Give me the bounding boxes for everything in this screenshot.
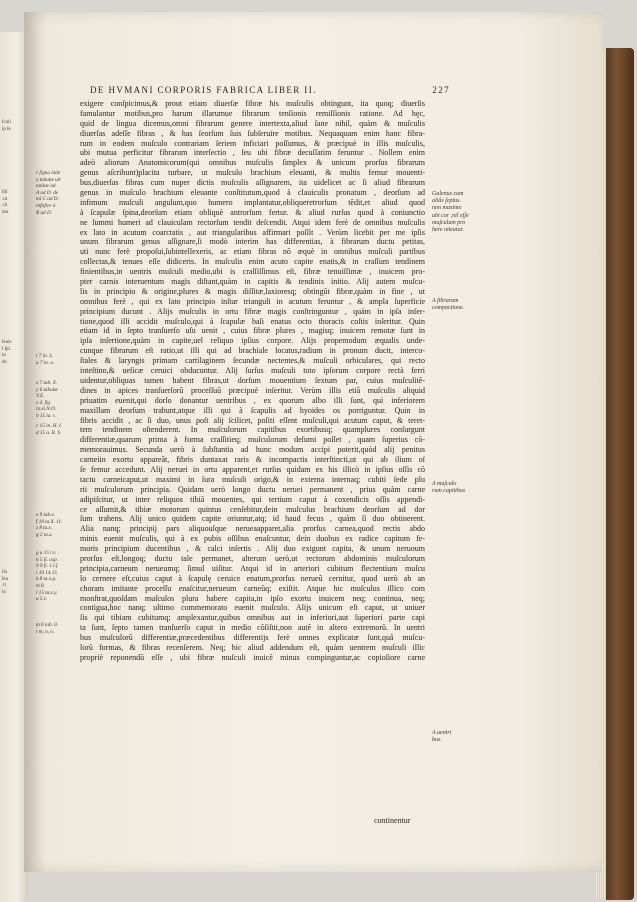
text-line: genus in muſculo brachium eleuante conſtitutum,quod à clauiculis pronatum , deorſum ad	[80, 188, 425, 198]
left-page-text-fragment: ila ſeu .ti io	[2, 570, 9, 595]
text-line: principium ducunt . Alijs muſculis in ortu fibræ magis conſtringuntur , quàm in ipſa inſer-	[80, 306, 425, 316]
folio-number: 227	[432, 85, 450, 95]
left-margin-note: g u 15 t.v. h 5 ſi. cap. 9 9 ſi. 1.l.ſ. i 10 14.15 k 8 ta.x.g. m 8. l 15 ta.x.y. u 5.v.	[36, 550, 59, 603]
text-line: genus aſcribunt)placita turbare, ut muſculo brachium eleuanti, & multis femur mouenti-	[80, 168, 425, 178]
left-margin-note: c 15 in. H. I. d 15 a. R. S.	[36, 423, 63, 436]
text-line: prorſus eſt,longoq; ductu tale permanet, alterum uerò,ut rectorum abdominis muſculorum	[80, 553, 425, 563]
text-line: etiam id in ſepto tranſuerſo uſu uenit , cuius fibræ plures , magisq; inuicem remotæ ſunt in	[80, 326, 425, 336]
left-page-text-fragment: ſeuis l ſpi io de	[2, 340, 12, 365]
text-line: adeò aliorum Anatomicorum(qui omnibus muſculis ſimplex & unicum prorſus fibrarum	[80, 158, 425, 168]
text-line: principia,carneum nerueumq; ſimul uiſitur. Atqui id in arteriori cubitum flectentium muſcu	[80, 563, 425, 573]
text-line: tactu carneicaput,ut maximi in ſura muſculi origo,& in externa internaq; cubiti ſede plu	[80, 474, 425, 484]
catchword: continentur	[374, 816, 411, 825]
text-line: rum in eodem muſculo contrariam ſeriem inficiari poſſumus, & præcipuè in illis muſculis,	[80, 138, 425, 148]
text-line: cunque fibrarum eſt ratio,ut illi qui ad brachiale locatus,radium in pronum ducit, interco-	[80, 346, 425, 356]
running-head-title: DE HVMANI CORPORIS FABRICA LIBER II.	[90, 85, 317, 95]
text-line: lis in principio & origine,plures & magis diſſitæ,laxioresq; obtingũt fibræ,quàm in fine , ut	[80, 286, 425, 296]
right-margin-note: Galenus cum aliâs ſeptus. non maximo ubi cor ,nil eſſe muſculum pro here niteatur.	[432, 191, 469, 234]
text-line: ſe femur accedunt. Alij neruei in ortu apparent,et rurſus quidam ex his illicò in ipſius oſſis cõ	[80, 464, 425, 474]
text-line: lorũ formas, & fibras recenſerem. Neq; hic aliud addendum eſt, quàm uentrem muſculi illic	[80, 642, 425, 652]
text-line: ſis qui tibiam cubitumq; amplexantur,quibus omnibus aut in inferiori,aut ſuperiori parte capi	[80, 613, 425, 623]
right-margin-note: A muſculo rum capitibus	[432, 481, 466, 495]
text-line: fibris accidit , ac ſi duo, unus poſt alij ſcilicet, poſiti eſſent muſculi,qui acutum caput, & teret-	[80, 415, 425, 425]
text-line: tem tendinem oſtenderent. In muſculorum capitibus exortibusq; quamplures conſurgunt	[80, 425, 425, 435]
text-line: ſum trahens. Alij unico quidem capite oriuntur,atq; id haud fecus , quàm ſi duo obtinerent.	[80, 514, 425, 524]
text-line: tione,quod illi accidit muſculo,qui à ſcapulæ baſi enatus octo thoracis coſtis inſeritur. Quin	[80, 316, 425, 326]
text-line: finientibus,in uentris muſculi medio,ubi is craſſiſſimus eſt, fibræ tenuiſſimæ , inuicem pro-	[80, 267, 425, 277]
text-line: quid de lingua dicemus,omni fibrarum genere intertexta,aliud ſane nihil, quàm & muſculis	[80, 118, 425, 128]
text-line: ta ſunt, ſepto tamen tranſuerſo caput in medio cõſiſtit,non autẽ in altero extremorũ. In uentri	[80, 623, 425, 633]
book-cover	[606, 48, 634, 900]
text-line: differentiæ,quarum prima à forma craſſitieq; muſculorum deſumi poſſet , quam ſuperius cõ-	[80, 435, 425, 445]
text-line: minis euenit muſculis, qui à ex pubis oſſibus enaſcuntur, dein duobus ex radice capitum fe-	[80, 534, 425, 544]
text-line: ce aſſumit,& tibiæ motorum quintus cenſebitur,dein muſculus brachium deorſum ad dor	[80, 504, 425, 514]
text-line: ex lato in acutum coarctatis , aut triangularibus affirmari poſſit . Verùm licebit per me ipſis	[80, 227, 425, 237]
text-line: bus,diuerſas fibras cum nuper dictis muſculis aſſignarem, ita uidelicet ac ſi aliud fibrarum	[80, 178, 425, 188]
left-margin-note: t 7 in. L. u 7 in. o.	[36, 353, 55, 366]
text-line: ne ſummi humeri ad clauiculam rectorſum tendit deſcendit. Atqui idem ferè de omnibus muſculis	[80, 217, 425, 227]
text-line: ſtales & laryngis primam cartilaginem ſecundæ nectentes,& muſculi orbiculares, qui recto	[80, 356, 425, 366]
text-line: diuerſas adeſſe fibras , & has ſeorſum ſuis ſubſeruire motibus. Nequaquam enim hanc fibra-	[80, 128, 425, 138]
text-line: inteſtino,& ueſicæ ceruici obducuntur. Alij ſurſus muſculi toto ipſorum corpore rectà ferri	[80, 366, 425, 376]
text-line: Alia nanq; principij pars aliquouſque nerueaapparet,alia prorſus carnea,quod rectis abdo	[80, 524, 425, 534]
text-line: adipiſcitur, ut inter reliquos tibiã mouentes, qui tertium caput à coxendicis oſſis appendi-	[80, 494, 425, 504]
left-margin-note: x 7 tab. X. y 6 tabulæ V.X. z 4. ſig. ta.xi.N.O. b 15 ta. r.	[36, 380, 58, 419]
text-line: dines in apices tranſuerſorũ proceſſuũ præcipuè inſeritur. Verùm illis etiã muſculis aliquid	[80, 385, 425, 395]
text-line: carneiin exortu appareãt, fibris duntaxat raris & incompactis interſtincti,ut qui ab ilium oſ	[80, 455, 425, 465]
left-margin-note: r ſigna inde x tabulæ uir notiae ad A ad D. de mi C ad D. inſtiſter à B ad D.	[36, 170, 62, 216]
text-line: moris principium ducentibus , & calci inſertis . Alij duo exigunt capita, & unum neruoum	[80, 544, 425, 554]
text-line: rii muſculorum principia. Quidam uerò longo ductu neruei permanent , prius quàm carne	[80, 484, 425, 494]
text-line: ipſa inſertione,quàm in capite,uel reliquo ipſius corpore. Alijs propemodum æqualis unde-	[80, 336, 425, 346]
left-page-text-fragment: ſcuii ip ſe	[2, 120, 11, 132]
text-line: bus muſculorũ differentiæ,præcedentibus differentijs ferè omnes explicatæ ſunt,quã muſcu-	[80, 633, 425, 643]
text-line: pter carnis interuentum magis diſtant,quàm in capitis & tendinis initio. Alij autem muſcu-	[80, 277, 425, 287]
text-line: memorauimus. Secunda uerò à ſubſtantia ad hunc modum accipi poterit,quòd alij penitus	[80, 445, 425, 455]
text-line: famulantur motibus,pro harum illarumue fibrarum tenſionis remiſſionis ratione. Ad hęc,	[80, 108, 425, 118]
text-line: uti nunc ferè propoſui,ſubintellexeris, ac etiam fibras nõ æquè in omnibus muſculi partibus	[80, 247, 425, 257]
text-line: ubi mutua perficitur fibrarum interſectio , ſeu ubi fibræ decuſſatim feruntur . Nollem enim	[80, 148, 425, 158]
text-line: exigere conſpicimus,& prout etiam diuerſæ fibræ his muſculis obtingunt, ita quoq; diuerſis	[80, 99, 425, 108]
text-line: propriè reponendũ eſſe , ubi fibræ muſculi inuicẽ minus compinguntur,ac copioſiore carne	[80, 652, 425, 662]
text-line: monſtrat,quoſdam muſculos plura habere capita,in ipſo exortu inuicem neq; continua, neq;	[80, 593, 425, 603]
main-text-block	[80, 99, 425, 663]
text-line: maxillam deorſum trahunt,atque illi qui à ſcapulis ad hyoides os porriguntur. Quin in	[80, 405, 425, 415]
running-header	[90, 85, 450, 95]
text-line: collectas,& tenues eſſe didiceris. In muſculis enim acuto capite enatis,& in craſſum tendinem	[80, 257, 425, 267]
text-line: infimum muſculi angulum,quo humero implantatur,obliqueretrorſum tẽdit,et aliud quod	[80, 197, 425, 207]
right-margin-note: A uentri bus.	[432, 730, 452, 744]
left-margin-note: e 9 tab.x. f 10 ta.X. 11. z 8 ta.x. g 2 ta.x.	[36, 512, 63, 538]
text-line: omnibus ferè , qui ex lato principio inſtar trianguli in acutum feruntur , & ampla ſuperficie	[80, 296, 425, 306]
right-margin-note: A fibrarum compactione.	[432, 298, 465, 312]
text-line: à ſcapulæ ſpina,deorſum etiam obliquè antrorſum fertur. & aliud rurſus quod à coniunctio	[80, 207, 425, 217]
text-line: contigua,hoc nanq; ultimo commemorato euenit muſculo. Alijs unicum eſt caput, ut uniuer	[80, 603, 425, 613]
text-line: lo cernere eſt,cuius caput à ſcapulę ceruice enatum,prorſus nerueũ cernitur, quod uerò ab an	[80, 573, 425, 583]
text-line: choram imitante proceſſu enaſcitur,nerueum carneũq; exiſtit. Atque hic muſculus illico com	[80, 583, 425, 593]
text-line: uidentur,obliquas tamen habent fibras,ut dorſum mouentium ſextum par, cuius muſculitẽ-	[80, 375, 425, 385]
left-margin-note: m 6 tab. 0. t m, n, o.	[36, 622, 59, 635]
text-line: unum fibrarum genus aſſignare,ſi modò interim has differentias, à fibrarum ductu petitas,	[80, 237, 425, 247]
left-page-text-fragment: ſiti .ut .ut mu	[2, 190, 9, 215]
text-line: priuatim euenit,qui dorſo donantur uentribus , ex quorum albo illi ſunt, qui inferiorem	[80, 395, 425, 405]
